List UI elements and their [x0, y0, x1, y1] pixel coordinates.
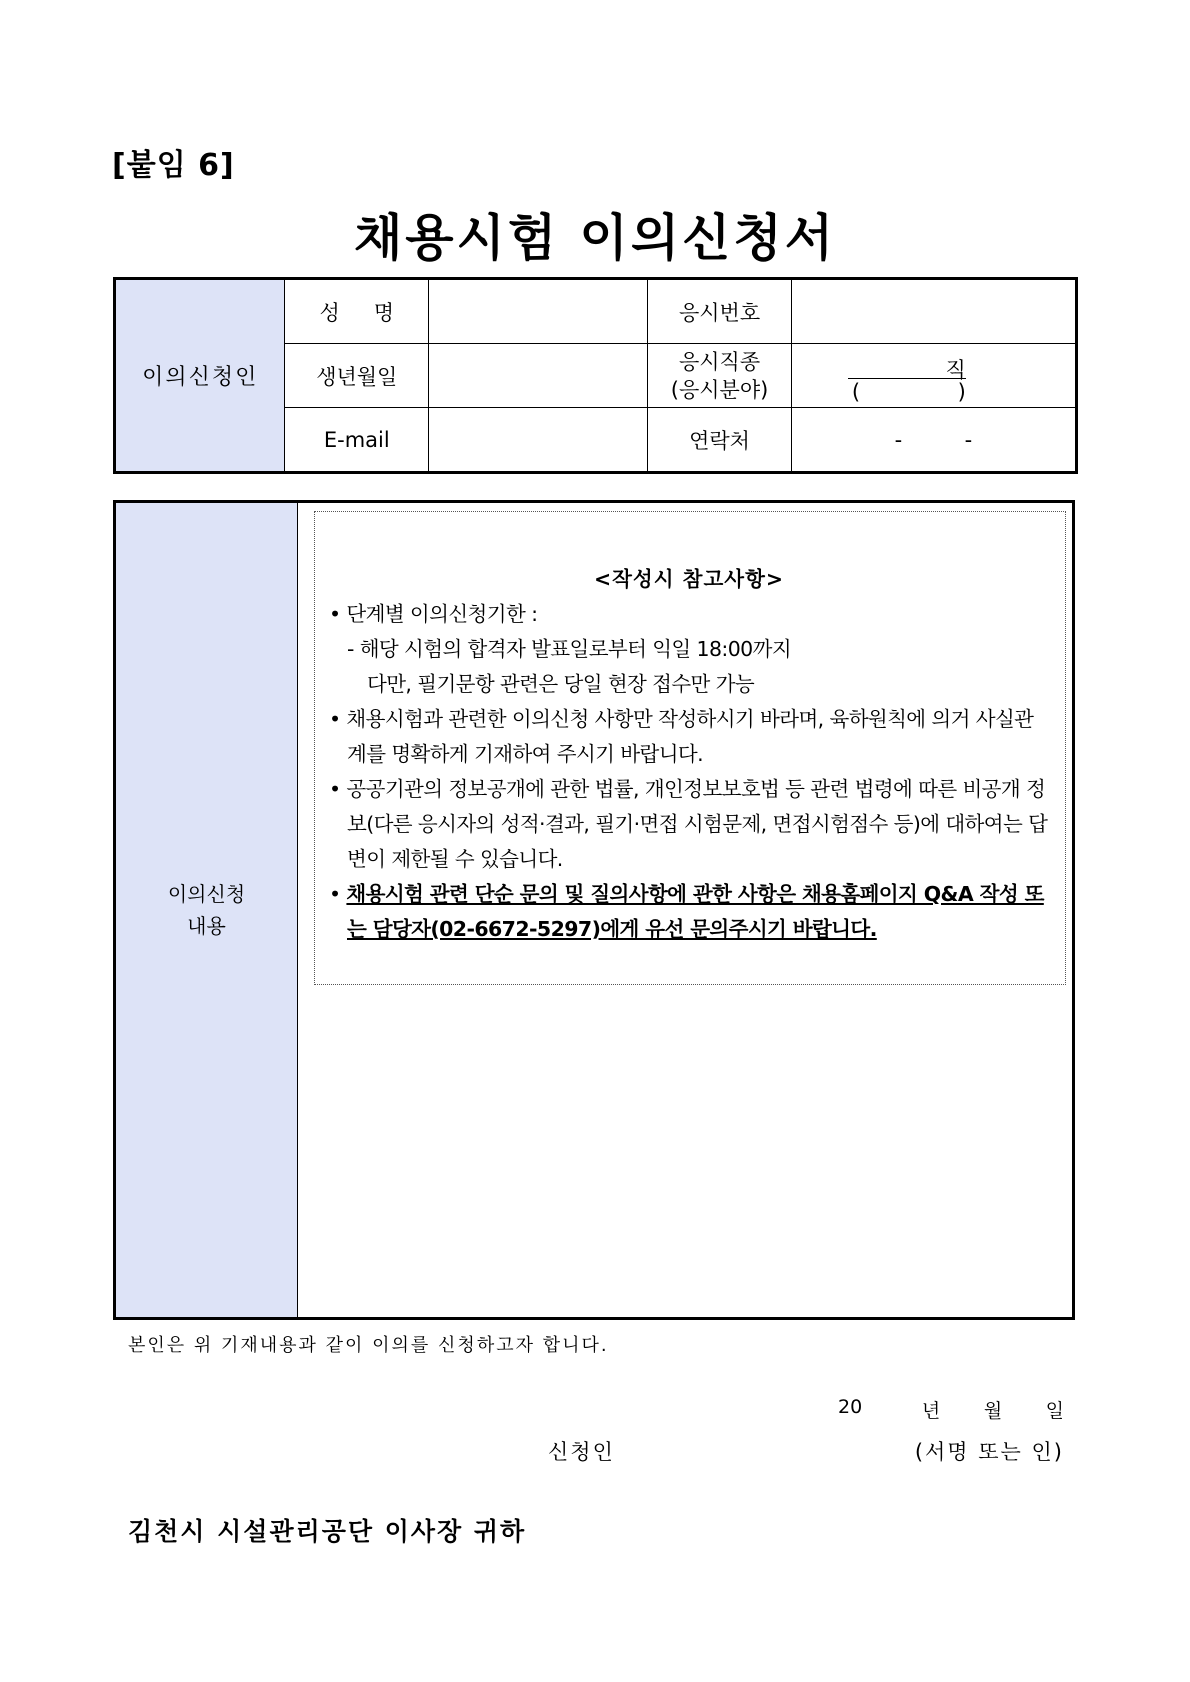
- writing-guide-box: [314, 511, 1066, 985]
- job-type-label-line2: (응시분야): [670, 377, 769, 402]
- contact-dash-2: -: [964, 427, 973, 452]
- job-type-suffix: 직: [848, 354, 966, 379]
- email-field[interactable]: [429, 408, 648, 473]
- job-type-field[interactable]: [791, 344, 1076, 408]
- document-title: 채용시험 이의신청서: [353, 209, 837, 267]
- guide-important-note: • 채용시험 관련 단순 문의 및 질의사항에 관한 사항은 채용홈페이지 Q&A 작성 또는 담당자(02-6672-5297)에게 유선 문의주시기 바랍니다.: [329, 882, 1044, 941]
- attachment-label: [붙임 6]: [112, 148, 235, 183]
- guide-title: <작성시 참고사항>: [593, 567, 785, 591]
- guide-line: • 공공기관의 정보공개에 관한 법률, 개인정보보호법 등 관련 법령에 따른 비공개 정보(다른 응시자의 성적·결과, 필기·면접 시험문제, 면접시험점수 등)에 대하여는 답변이 제한될 수 있습니다.: [329, 777, 1048, 871]
- birth-date-label: 생년월일: [285, 344, 429, 408]
- guide-line: - 해당 시험의 합격자 발표일로부터 익일 18:00까지: [347, 637, 792, 661]
- content-section-label: 이의신청 내용: [116, 503, 298, 1317]
- email-label: E-mail: [285, 408, 429, 473]
- date-day-label: 일: [1045, 1400, 1064, 1422]
- pledge-statement: 본인은 위 기재내용과 같이 이의를 신청하고자 합니다.: [128, 1335, 609, 1356]
- applicant-section-label: 이의신청인: [115, 279, 285, 473]
- exam-number-label: 응시번호: [648, 279, 792, 344]
- guide-line: 다만, 필기문항 관련은 당일 현장 접수만 가능: [367, 672, 755, 696]
- guide-line: • 채용시험과 관련한 이의신청 사항만 작성하시기 바라며, 육하원칙에 의거 사실관계를 명확하게 기재하여 주시기 바랍니다.: [329, 707, 1034, 766]
- job-field-parentheses: ( ): [851, 380, 966, 404]
- job-type-label-line1: 응시직종: [678, 349, 761, 374]
- exam-number-field[interactable]: [791, 279, 1076, 344]
- date-row: [838, 1396, 1064, 1423]
- name-field[interactable]: [429, 279, 648, 344]
- job-type-label: [648, 344, 792, 408]
- applicant-label: 신청인: [548, 1440, 615, 1464]
- birth-date-field[interactable]: [429, 344, 648, 408]
- date-year-prefix: 20: [838, 1396, 863, 1418]
- signature-label: (서명 또는 인): [914, 1440, 1064, 1464]
- date-month-label: 월: [983, 1400, 1003, 1422]
- date-year-label: 년: [921, 1400, 941, 1422]
- contact-field[interactable]: [791, 408, 1076, 473]
- objection-content-field[interactable]: [298, 993, 1072, 1317]
- contact-label: 연락처: [648, 408, 792, 473]
- guide-line: • 단계별 이의신청기한 :: [329, 602, 538, 626]
- objection-content-section: [113, 500, 1075, 1320]
- name-label: 성명: [285, 279, 429, 344]
- applicant-info-table: [113, 277, 1078, 474]
- addressee: 김천시 시설관리공단 이사장 귀하: [128, 1517, 527, 1546]
- contact-dash-1: -: [894, 427, 903, 452]
